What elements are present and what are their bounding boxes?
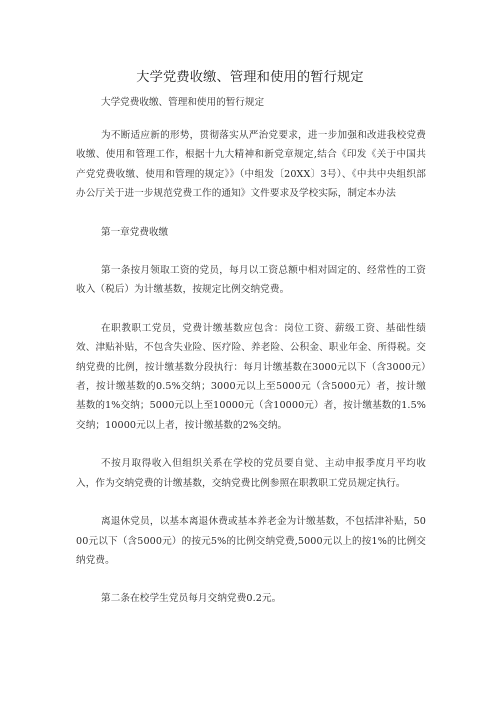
- document-subtitle: 大学党费收缴、管理和使用的暂行规定: [101, 97, 265, 108]
- retiree-dues-paragraph: 离退休党员，以基本离退休费或基本养老金为计缴基数，不包括津补贴，5000元以下（含5000元）的按元5%的比例交纳党费,5000元以上的按1%的比例交纳党费。: [76, 516, 426, 566]
- article-1-paragraph: 第一条按月领取工资的党员，每月以工资总额中相对固定的、经常性的工资收入（税后）为计缴基数，按规定比例交纳党费。: [76, 265, 426, 296]
- staff-dues-paragraph: 在职教职工党员，党费计缴基数应包含：岗位工资、薪级工资、基础性绩效、津贴补贴，不包含失业险、医疗险、养老险、公积金、职业年金、所得税。交纳党费的比例，按计缴基数分段执行：每月计缴基数在3000元以下（含3000元）者，按计缴基数的0.5%交纳；3000元以上至5000元（含5000元）者，按计缴基数的1%交纳；5000元以上至10000元（含10000元）者，按计缴基数的1.5%交纳；10000元以上者，按计缴基数的2%交纳。: [76, 322, 427, 431]
- article-2-paragraph: 第二条在校学生党员每月交纳党费0.2元。: [101, 593, 282, 605]
- document-title: 大学党费收缴、管理和使用的暂行规定: [136, 70, 364, 85]
- irregular-income-paragraph: 不按月取得收入但组织关系在学校的党员要自觉、主动申报季度月平均收入，作为交纳党费的计缴基数，交纳党费比例参照在职教职工党员规定执行。: [76, 458, 426, 489]
- document-body: [76, 126, 426, 628]
- preamble-paragraph: 为不断适应新的形势，贯彻落实从严治党要求，进一步加强和改进我校党费收缴、使用和管理工作，根据十九大精神和新党章规定,结合《印发《关于中国共产党党费收缴、使用和管理的规定》》（中组发〔20XX〕3号）、《中共中央组织部办公厅关于进一步规范党费工作的通知》文件要求及学校实际，制定本办法: [76, 130, 426, 200]
- chapter-heading: 第一章党费收缴: [101, 226, 169, 238]
